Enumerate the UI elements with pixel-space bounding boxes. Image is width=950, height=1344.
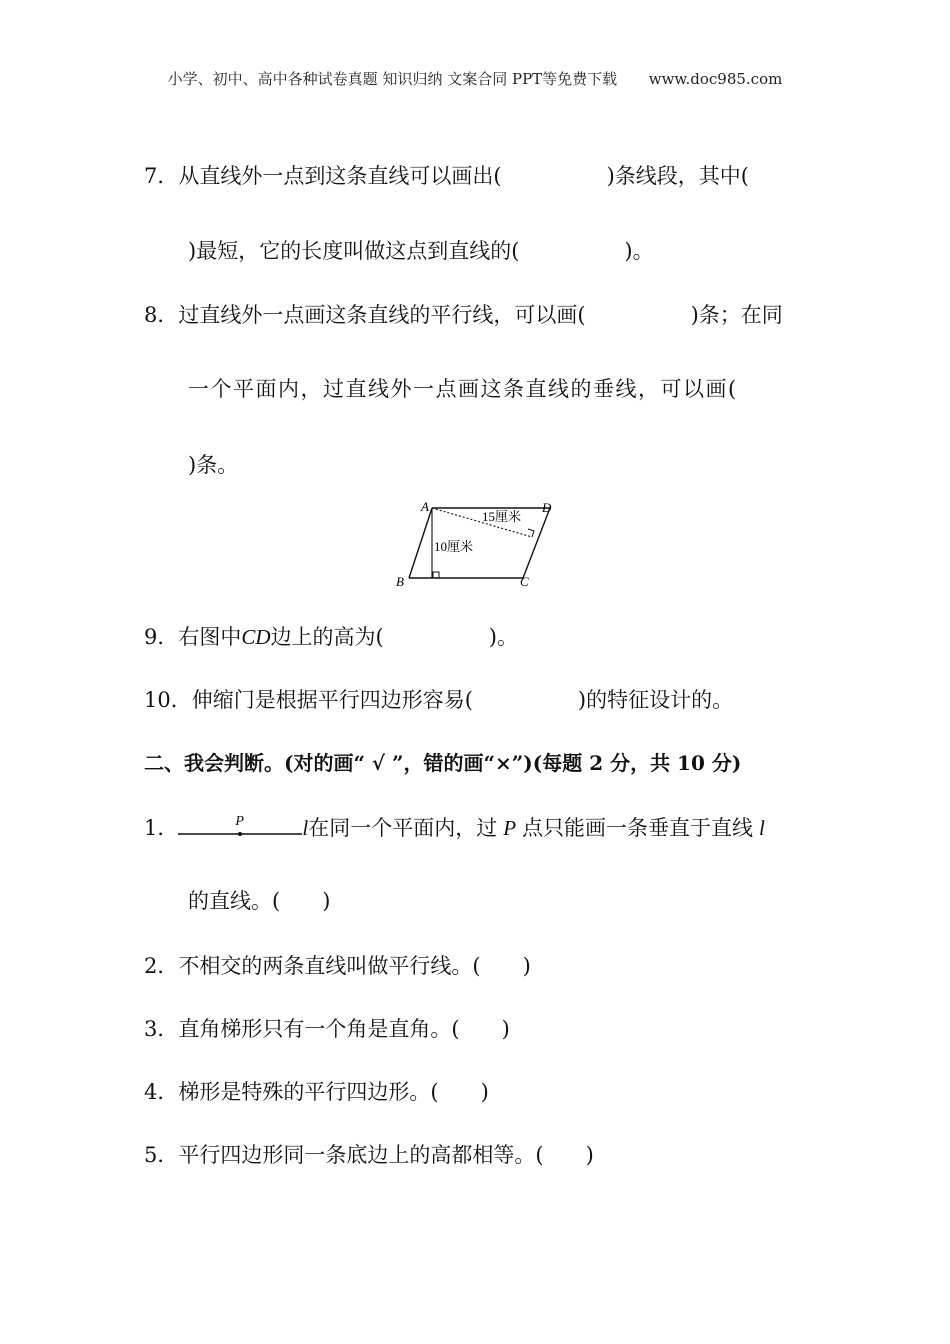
question-8-line3: )条。 [188, 453, 239, 477]
question-10 [144, 686, 733, 714]
judgment-3-number: 3． [144, 1017, 179, 1041]
question-9-cd: CD [241, 625, 271, 649]
question-9 [144, 623, 518, 651]
question-7-text-1: 从直线外一点到这条直线可以画出( )条线段，其中( [178, 164, 749, 188]
vertex-c-label: C [520, 574, 529, 589]
height-10-label: 10厘米 [434, 539, 474, 554]
header-site-text: 小学、初中、高中各种试卷真题 知识归纳 文案合同 PPT等免费下载 [167, 70, 618, 88]
judgment-2-number: 2． [144, 954, 179, 978]
line-l-diagram [178, 813, 302, 840]
vertex-a-label: A [421, 499, 429, 514]
judgment-4-text: 梯形是特殊的平行四边形。( ) [178, 1080, 489, 1104]
judgment-1-text-b: 点只能画一条垂直于直线 [522, 816, 754, 840]
judgment-1-text-a: 在同一个平面内，过 [308, 816, 498, 840]
question-8-number: 8． [144, 303, 179, 327]
parallelogram-figure [392, 496, 562, 592]
judgment-1-number: 1． [144, 816, 179, 840]
question-8-line2: 一个平面内，过直线外一点画这条直线的垂线，可以画( [188, 377, 738, 401]
judgment-4-number: 4． [144, 1080, 179, 1104]
judgment-5-number: 5． [144, 1143, 179, 1167]
judgment-3 [144, 1015, 510, 1043]
question-9-number: 9． [144, 625, 179, 649]
judgment-1-line2: 的直线。( ) [188, 889, 331, 913]
line-l-label: l [302, 816, 309, 840]
question-10-text: 伸缩门是根据平行四边形容易( )的特征设计的。 [191, 688, 734, 712]
judgment-1-line1 [144, 814, 765, 842]
page-header [0, 68, 950, 89]
question-10-number: 10． [144, 688, 192, 712]
question-8-text-1: 过直线外一点画这条直线的平行线，可以画( )条；在同 [178, 303, 783, 327]
judgment-1-l: l [759, 816, 765, 840]
judgment-1-p: P [503, 816, 517, 840]
judgment-2-text: 不相交的两条直线叫做平行线。( ) [178, 954, 531, 978]
section-2-title: 二、我会判断。(对的画“ √ ”，错的画“×”)(每题 2 分，共 10 分) [144, 751, 742, 775]
judgment-4 [144, 1078, 489, 1106]
question-7-number: 7． [144, 164, 179, 188]
header-url: www.doc985.com [648, 70, 783, 88]
question-9-pre: 右图中 [178, 625, 242, 649]
vertex-b-label: B [396, 574, 404, 589]
judgment-5-text: 平行四边形同一条底边上的高都相等。( ) [178, 1143, 594, 1167]
question-9-post: 边上的高为( )。 [270, 625, 518, 649]
vertex-d-label: D [542, 500, 552, 515]
judgment-2 [144, 952, 531, 980]
judgment-3-text: 直角梯形只有一个角是直角。( ) [178, 1017, 510, 1041]
question-8-line1 [144, 301, 783, 329]
point-p-label: P [235, 813, 244, 829]
question-7-line2: )最短，它的长度叫做这点到直线的( )。 [188, 239, 654, 263]
judgment-5 [144, 1141, 594, 1169]
question-7-line1 [144, 162, 749, 190]
length-15-label: 15厘米 [482, 509, 522, 524]
